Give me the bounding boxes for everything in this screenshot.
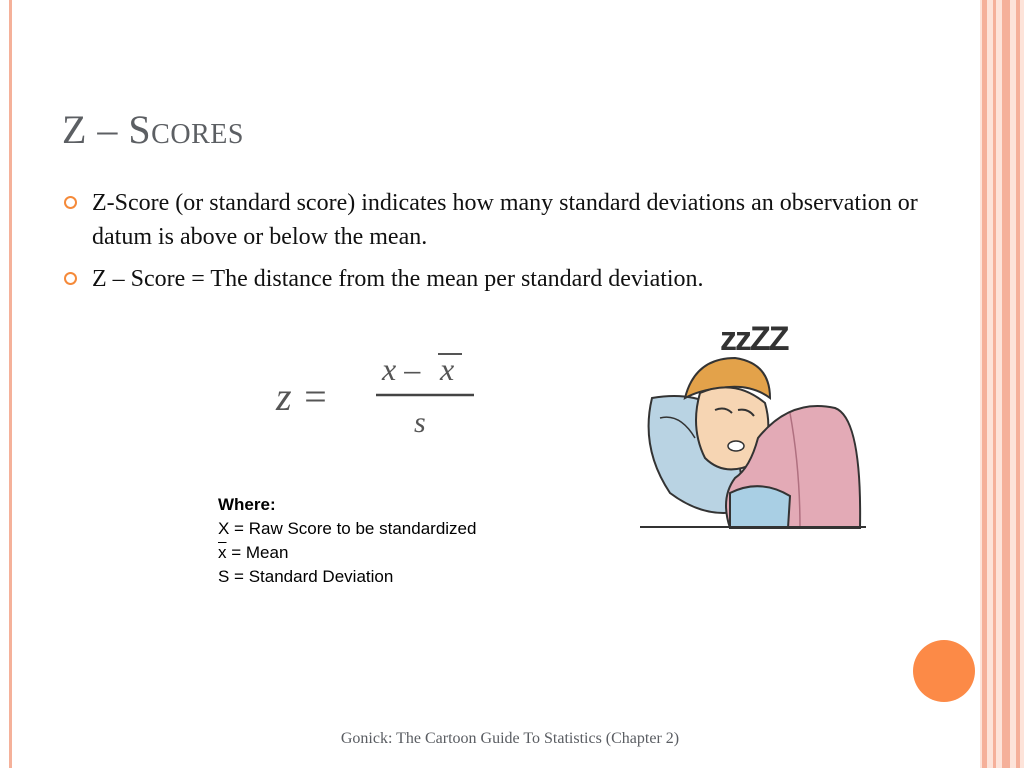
legend-line-raw-score: X = Raw Score to be standardized [218, 519, 477, 538]
legend-heading: Where: [218, 495, 276, 514]
bullet-text: Z-Score (or standard score) indicates how many standard deviations an observation or datum is above or below the mean. [92, 190, 918, 250]
legend-line-mean [218, 541, 476, 565]
decorative-orange-circle [913, 640, 975, 702]
formula-legend [218, 493, 476, 589]
left-frame-line [9, 0, 12, 768]
zzz-text: zzZZ [720, 320, 788, 358]
bullet-circle-icon [64, 272, 77, 285]
slide-title: Z – Scores [62, 107, 244, 152]
bullet-circle-icon [64, 196, 77, 209]
mean-symbol: $\overline{x}$ [218, 543, 227, 562]
bullet-list [62, 186, 962, 304]
footer-citation: Gonick: The Cartoon Guide To Statistics (Chapter 2) [340, 730, 680, 747]
formula-denominator: s [414, 406, 426, 439]
z-score-formula [270, 340, 480, 450]
formula-numerator: x – [382, 351, 421, 387]
formula-lhs: z = [276, 374, 329, 419]
bullet-item [62, 186, 962, 254]
mean-text: = Mean [226, 543, 289, 562]
sleeping-person-cartoon [640, 318, 866, 532]
legend-line-std-dev: S = Standard Deviation [218, 567, 394, 586]
formula-numerator-mean: x [440, 351, 455, 387]
bullet-item [62, 262, 962, 296]
bullet-text: Z – Score = The distance from the mean per standard deviation. [92, 266, 704, 292]
right-stripe-border [980, 0, 1024, 768]
